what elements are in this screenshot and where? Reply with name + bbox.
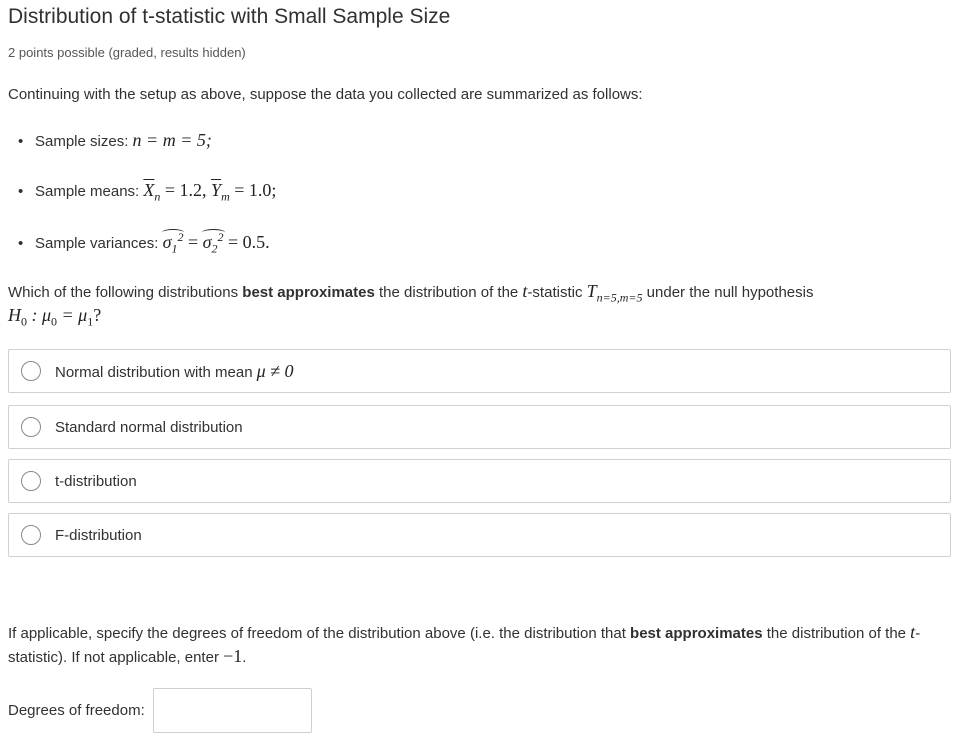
bullet-dot-icon: • (18, 183, 24, 200)
df-instructions: If applicable, specify the degrees of freedom of the distribution above (i.e. the distribution that best approximates the distribution of the t-statistic). If not applicable, enter −1. (8, 622, 921, 666)
bullet-dot-icon: • (18, 235, 24, 252)
sample-variances-math: $\sigma_1^2 = \sigma_2^2 = 0.5$. (162, 230, 270, 256)
degrees-of-freedom-input[interactable] (153, 688, 312, 733)
radio-icon[interactable] (21, 417, 41, 437)
option-math: μ ≠ 0 (256, 360, 294, 381)
option-f-distribution[interactable] (8, 513, 951, 557)
option-label: t-distribution (55, 472, 137, 490)
option-label: F-distribution (55, 526, 142, 544)
option-normal-nonzero-mean[interactable] (8, 349, 951, 393)
sample-variances-label: Sample variances: (35, 235, 159, 252)
bullet-sample-means (18, 180, 277, 204)
question-text: Which of the following distributions best approximates the distribution of the t-statistic $T_{n=5,m=5}$ under the null hypothesis $H_0$ : $\mu_0 = \mu_1$? (8, 281, 814, 329)
option-standard-normal[interactable] (8, 405, 951, 449)
option-label: Normal distribution with mean (55, 363, 253, 381)
bullet-dot-icon: • (18, 133, 24, 150)
problem-title: Distribution of t-statistic with Small Sample Size (8, 5, 451, 28)
sample-means-label: Sample means: (35, 183, 140, 200)
radio-icon[interactable] (21, 525, 41, 545)
df-field-row (8, 688, 312, 733)
radio-icon[interactable] (21, 361, 41, 381)
radio-icon[interactable] (21, 471, 41, 491)
sample-sizes-label: Sample sizes: (35, 133, 129, 150)
option-label: Standard normal distribution (55, 418, 243, 436)
bullet-sample-variances (18, 230, 270, 256)
sample-sizes-math: n = m = 5; (132, 130, 212, 150)
intro-text: Continuing with the setup as above, suppose the data you collected are summarized as follows: (8, 86, 643, 103)
sample-means-math: $\overline{X}_n = 1.2$, $\overline{Y}_m = 1.0$; (143, 180, 277, 204)
df-label: Degrees of freedom: (8, 702, 145, 719)
option-t-distribution[interactable] (8, 459, 951, 503)
points-possible: 2 points possible (graded, results hidden) (8, 45, 246, 60)
bullet-sample-sizes (18, 130, 212, 151)
